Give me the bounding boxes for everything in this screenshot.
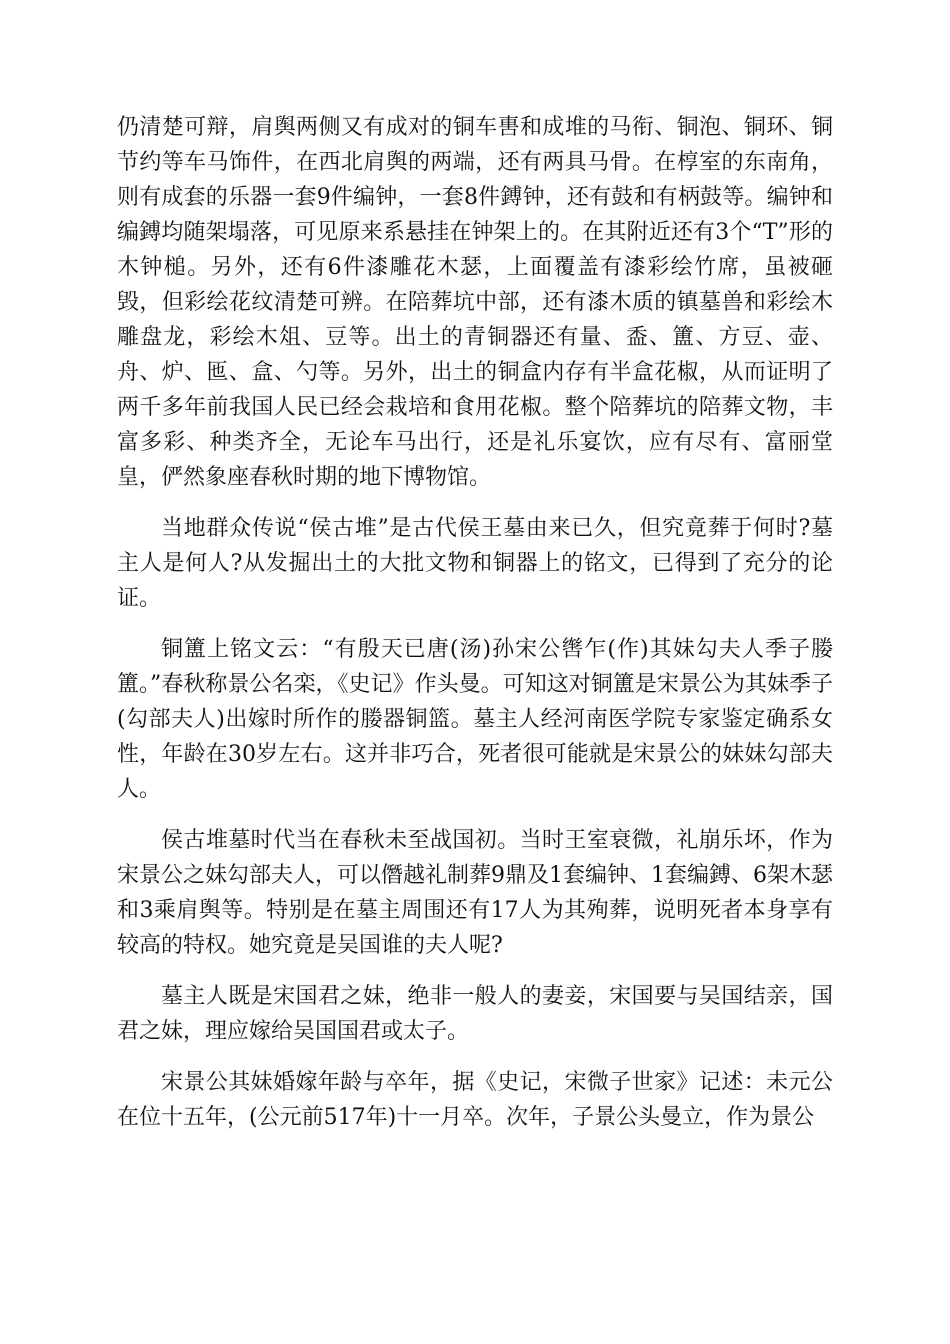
paragraph: 当地群众传说“侯古堆”是古代侯王墓由来已久，但究竟葬于何时?墓主人是何人?从发掘出土的大批文物和铜器上的铭文，已得到了充分的论证。 <box>117 516 833 611</box>
paragraph: 铜簠上铭文云：“有殷天已唐(汤)孙宋公辔乍(作)其妹勾夫人季子媵簠。”春秋称景公名栾，《史记》作头曼。可知这对铜簠是宋景公为其妹季子(勾部夫人)出嫁时所作的媵器铜篮。墓主人经河南医学院专家鉴定确系女性，年龄在30岁左右。这并非巧合，死者很可能就是宋景公的妹妹勾部夫人。 <box>117 637 833 802</box>
paragraph: 侯古堆墓时代当在春秋未至战国初。当时王室衰微，礼崩乐坏，作为宋景公之妹勾部夫人，可以僭越礼制葬9鼎及1套编钟、1套编鎛、6架木瑟和3乘肩舆等。特别是在墓主周围还有17人为其殉葬，说明死者本身享有较高的特权。她究竟是吴国谁的夫人呢? <box>117 828 833 958</box>
document-page <box>117 110 833 1135</box>
paragraph: 墓主人既是宋国君之妹，绝非一般人的妻妾，宋国要与吴国结亲，国君之妹，理应嫁给吴国国君或太子。 <box>117 984 833 1044</box>
paragraph: 宋景公其妹婚嫁年龄与卒年，据《史记，宋微子世家》记述：未元公在位十五年，(公元前517年)十一月卒。次年，子景公头曼立，作为景公 <box>117 1070 833 1130</box>
paragraph-continued: 仍清楚可辩，肩舆两侧又有成对的铜车軎和成堆的马衔、铜泡、铜环、铜节约等车马饰件，在西北肩舆的两端，还有两具马骨。在椁室的东南角，则有成套的乐器一套9件编钟，一套8件鎛钟，还有鼓和有柄鼓等。编钟和编鎛均随架塌落，可见原来系悬挂在钟架上的。在其附近还有3个“T”形的木钟槌。另外，还有6件漆雕花木瑟，上面覆盖有漆彩绘竹席，虽被砸毁，但彩绘花纹清楚可辨。在陪葬坑中部，还有漆木质的镇墓兽和彩绘木雕盘龙，彩绘木俎、豆等。出土的青铜器还有量、盉、簠、方豆、壶、舟、炉、匜、盒、勺等。另外，出土的铜盒内存有半盒花椒，从而证明了两千多年前我国人民已经会栽培和食用花椒。整个陪葬坑的陪葬文物，丰富多彩、种类齐全，无论车马出行，还是礼乐宴饮，应有尽有、富丽堂皇，俨然象座春秋时期的地下博物馆。 <box>117 115 833 490</box>
